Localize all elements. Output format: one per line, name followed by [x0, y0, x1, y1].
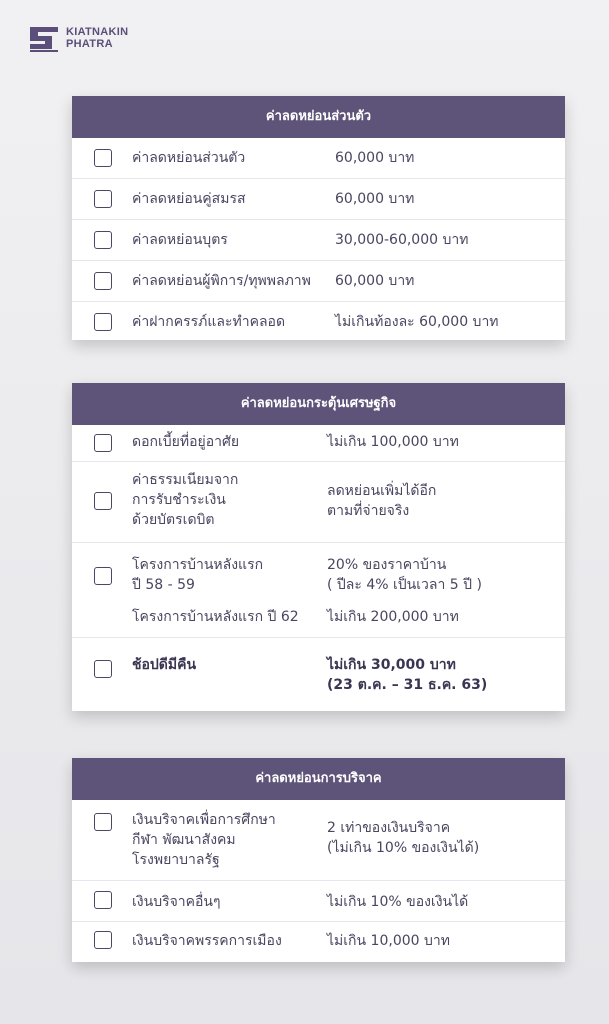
- deduction-label: ช้อปดีมีคืน: [132, 657, 197, 673]
- deduction-row: [72, 220, 565, 261]
- deduction-row: [72, 302, 565, 342]
- personal-deduction-card: [72, 96, 565, 340]
- deduction-row: [72, 800, 565, 881]
- deduction-row-group: [72, 543, 565, 638]
- kiatnakin-logo-icon: [28, 22, 60, 54]
- deduction-row: [72, 138, 565, 179]
- checkbox[interactable]: [94, 813, 112, 831]
- checkbox[interactable]: [94, 190, 112, 208]
- checkbox[interactable]: [94, 931, 112, 949]
- brand-logo: [28, 22, 128, 54]
- economic-deduction-card: [72, 383, 565, 711]
- checkbox[interactable]: [94, 313, 112, 331]
- deduction-label: เงินบริจาคพรรคการเมือง: [132, 933, 282, 949]
- checkbox[interactable]: [94, 434, 112, 452]
- deduction-label: ค่าลดหย่อนผู้พิการ/ทุพพลภาพ: [132, 273, 311, 289]
- deduction-label: ดอกเบี้ยที่อยู่อาศัย: [132, 434, 240, 450]
- deduction-row: [72, 922, 565, 962]
- deduction-value: ลดหย่อนเพิ่มได้อีก ตามที่จ่ายจริง: [327, 483, 437, 519]
- deduction-value: ไม่เกิน 10% ของเงินได้: [327, 894, 469, 910]
- deduction-value: 2 เท่าของเงินบริจาค (ไม่เกิน 10% ของเงินได้): [327, 820, 480, 856]
- deduction-value: 60,000 บาท: [335, 273, 415, 289]
- deduction-value: ไม่เกิน 10,000 บาท: [327, 933, 450, 949]
- deduction-value: ไม่เกิน 200,000 บาท: [327, 609, 459, 625]
- card-title: ค่าลดหย่อนการบริจาค: [72, 758, 565, 800]
- deduction-label: ค่าลดหย่อนบุตร: [132, 232, 228, 248]
- deduction-row: [72, 179, 565, 220]
- deduction-row: [72, 638, 565, 714]
- checkbox[interactable]: [94, 149, 112, 167]
- deduction-value: ไม่เกิน 100,000 บาท: [327, 434, 459, 450]
- checkbox[interactable]: [94, 492, 112, 510]
- deduction-label: เงินบริจาคอื่นๆ: [132, 894, 221, 910]
- deduction-label: โครงการบ้านหลังแรก ปี 62: [132, 609, 299, 625]
- card-title: ค่าลดหย่อนกระตุ้นเศรษฐกิจ: [72, 383, 565, 425]
- brand-name: [66, 26, 128, 50]
- deduction-label: ค่าธรรมเนียมจาก การรับชำระเงิน ด้วยบัตรเดบิต: [132, 472, 239, 528]
- deduction-label: ค่าลดหย่อนส่วนตัว: [132, 150, 246, 166]
- checkbox[interactable]: [94, 660, 112, 678]
- card-title: ค่าลดหย่อนส่วนตัว: [72, 96, 565, 138]
- donation-deduction-card: [72, 758, 565, 962]
- deduction-row: [72, 425, 565, 462]
- deduction-label: ค่าฝากครรภ์และทำคลอด: [132, 314, 286, 330]
- deduction-row: [72, 261, 565, 302]
- deduction-row: [72, 881, 565, 922]
- deduction-value: 30,000-60,000 บาท: [335, 232, 469, 248]
- checkbox[interactable]: [94, 231, 112, 249]
- deduction-value: ไม่เกินท้องละ 60,000 บาท: [335, 314, 499, 330]
- brand-line-2: PHATRA: [66, 38, 113, 50]
- checkbox[interactable]: [94, 272, 112, 290]
- brand-line-1: KIATNAKIN: [66, 26, 129, 38]
- checkbox[interactable]: [94, 567, 112, 585]
- deduction-label: เงินบริจาคเพื่อการศึกษา กีฬา พัฒนาสังคม โรงพยาบาลรัฐ: [132, 812, 276, 868]
- deduction-value: 60,000 บาท: [335, 191, 415, 207]
- deduction-label: โครงการบ้านหลังแรก ปี 58 - 59: [132, 557, 264, 593]
- deduction-value: ไม่เกิน 30,000 บาท (23 ต.ค. – 31 ธ.ค. 63): [327, 657, 488, 693]
- checkbox[interactable]: [94, 891, 112, 909]
- deduction-value: 60,000 บาท: [335, 150, 415, 166]
- deduction-label: ค่าลดหย่อนคู่สมรส: [132, 191, 246, 207]
- deduction-value: 20% ของราคาบ้าน ( ปีละ 4% เป็นเวลา 5 ปี ): [327, 557, 482, 593]
- deduction-row: [72, 462, 565, 543]
